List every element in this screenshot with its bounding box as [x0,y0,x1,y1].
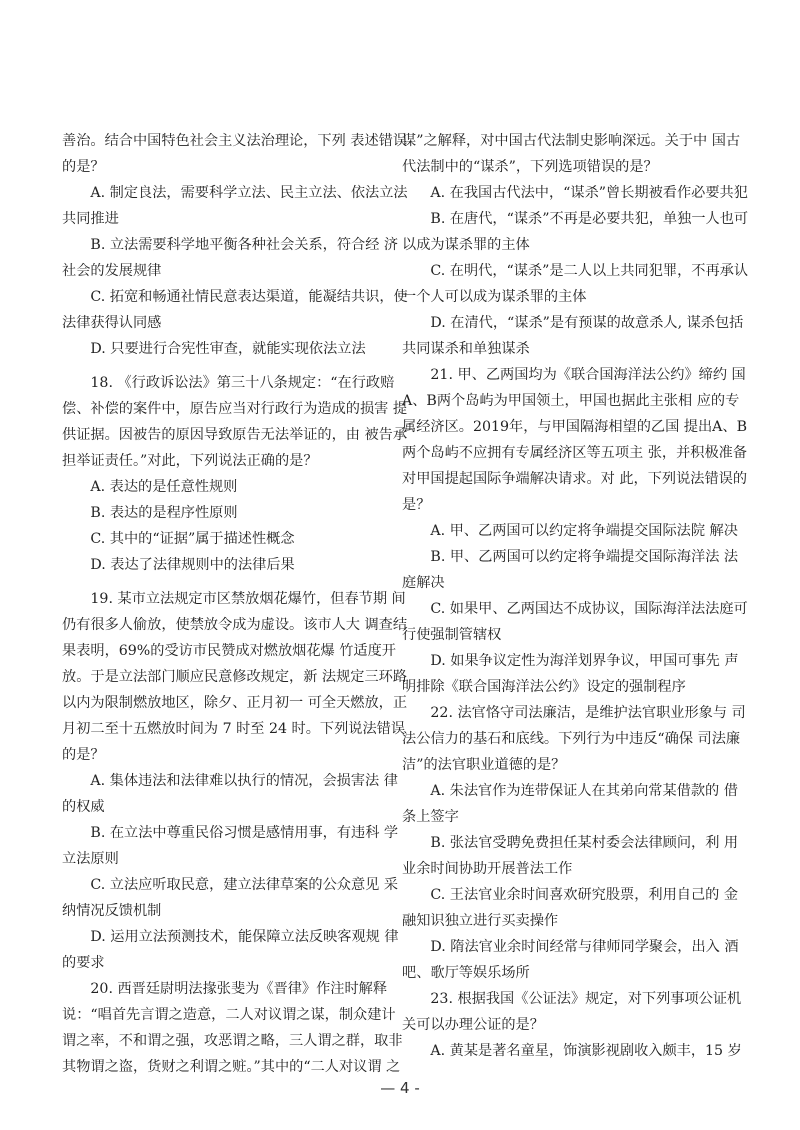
paragraph-q20-stem-tail: 谋”之解释，对中国古代法制史影响深远。关于中 国古代法制中的“谋杀”，下列选项错误的是？ [402,133,741,175]
option-q21-d: D. 如果争议定性为海洋划界争议，甲国可事先 声明排除《联合国海洋法公约》设定的强制程序 [402,653,739,695]
option-q21-c: C. 如果甲、乙两国达不成协议，国际海洋法法庭可行使强制管辖权 [402,601,748,643]
option-q21-a: A. 甲、乙两国可以约定将争端提交国际法院 解决 [430,523,738,539]
left-column [62,128,410,1080]
question-23: 23. 根据我国《公证法》规定，对下列事项公证机关可以办理公证的是？ [402,991,742,1033]
option-q20-a: A. 在我国古代法中，“谋杀”曾长期被看作必要共犯 [430,185,748,201]
option-q22-d: D. 隋法官业余时间经常与律师同学聚会，出入 酒吧、歌厅等娱乐场所 [402,939,739,981]
option-q19-c: C. 立法应听取民意，建立法律草案的公众意见 采纳情况反馈机制 [62,877,399,919]
option-q18-b: B. 表达的是程序性原则 [90,505,238,521]
question-22: 22. 法官恪守司法廉洁，是维护法官职业形象与 司法公信力的基石和底线。下列行为中违反“确保 司法廉洁”的法官职业道德的是？ [402,705,746,773]
option-q22-b: B. 张法官受聘免费担任某村委会法律顾问，利 用业余时间协助开展普法工作 [402,835,739,877]
option-q17-c: C. 拓宽和畅通社情民意表达渠道，能凝结共识，使法律获得认同感 [62,289,408,331]
option-q20-c: C. 在明代，“谋杀”是二人以上共同犯罪，不再承认一个人可以成为谋杀罪的主体 [402,263,749,305]
question-19: 19. 某市立法规定市区禁放烟花爆竹，但春节期 间仍有很多人偷放，使禁放令成为虚设。该市人大 调查结果表明，69%的受访市民赞成对燃放烟花爆 竹适度开放。于是立法部门顺应民意修改规定，新 法规定三环路以内为限制燃放地区，除夕、正月初一 可全天燃放，正月初二至十五燃放时间为 7 时至 24 时。下列说法错误的是？ [62,591,408,763]
option-q17-d: D. 只要进行合宪性审查，就能实现依法立法 [90,341,366,357]
option-q18-d: D. 表达了法律规则中的法律后果 [90,557,295,573]
option-q19-d: D. 运用立法预测技术，能保障立法反映客观规 律的要求 [62,929,399,971]
option-q18-a: A. 表达的是任意性规则 [90,479,238,495]
question-18: 18. 《行政诉讼法》第三十八条规定：“在行政赔偿、补偿的案件中，原告应当对行政行为造成的损害 提供证据。因被告的原因导致原告无法举证的，由 被告承担举证责任。”对此，下列说法正确的是？ [62,375,408,469]
option-q19-b: B. 在立法中尊重民俗习惯是感情用事，有违科 学立法原则 [62,825,399,867]
option-q20-b: B. 在唐代，“谋杀”不再是必要共犯，单独一人也可以成为谋杀罪的主体 [402,211,749,253]
option-q18-c: C. 其中的“证据”属于描述性概念 [90,531,295,547]
option-q17-a: A. 制定良法，需要科学立法、民主立法、依法立法共同推进 [62,185,408,227]
page-number: — 4 - [380,1079,420,1097]
option-q17-b: B. 立法需要科学地平衡各种社会关系，符合经 济社会的发展规律 [62,237,399,279]
right-column [402,128,750,1064]
option-q22-a: A. 朱法官作为连带保证人在其弟向常某借款的 借条上签字 [402,783,738,825]
option-q20-d: D. 在清代，“谋杀”是有预谋的故意杀人, 谋杀包括共同谋杀和单独谋杀 [402,315,744,357]
option-q23-a: A. 黄某是著名童星，饰演影视剧收入颇丰，15 岁 [430,1043,742,1059]
paragraph-q17-stem-tail: 善治。结合中国特色社会主义法治理论，下列 表述错误的是？ [62,133,408,175]
option-q19-a: A. 集体违法和法律难以执行的情况，会损害法 律的权威 [62,773,398,815]
option-q21-b: B. 甲、乙两国可以约定将争端提交国际海洋法 法庭解决 [402,549,739,591]
question-20: 20. 西晋廷尉明法掾张斐为《晋律》作注时解释 说：“唱首先言谓之造意，二人对议谓之谋，制众建计 谓之率，不和谓之强，攻恶谓之略，三人谓之群，取非 其物谓之盗，货财之利谓之赃。”其中的“二人对议谓 之 [62,981,403,1075]
question-21: 21. 甲、乙两国均为《联合国海洋法公约》缔约 国A、B两个岛屿为甲国领土，甲国也据此主张相 应的专属经济区。2019年，与甲国隔海相望的乙国 提出A、B两个岛屿不应拥有专属经济区等五项主 张，并积极准备对甲国提起国际争端解决请求。对 此，下列说法错误的是？ [402,367,748,513]
option-q22-c: C. 王法官业余时间喜欢研究股票，利用自己的 金融知识独立进行买卖操作 [402,887,739,929]
